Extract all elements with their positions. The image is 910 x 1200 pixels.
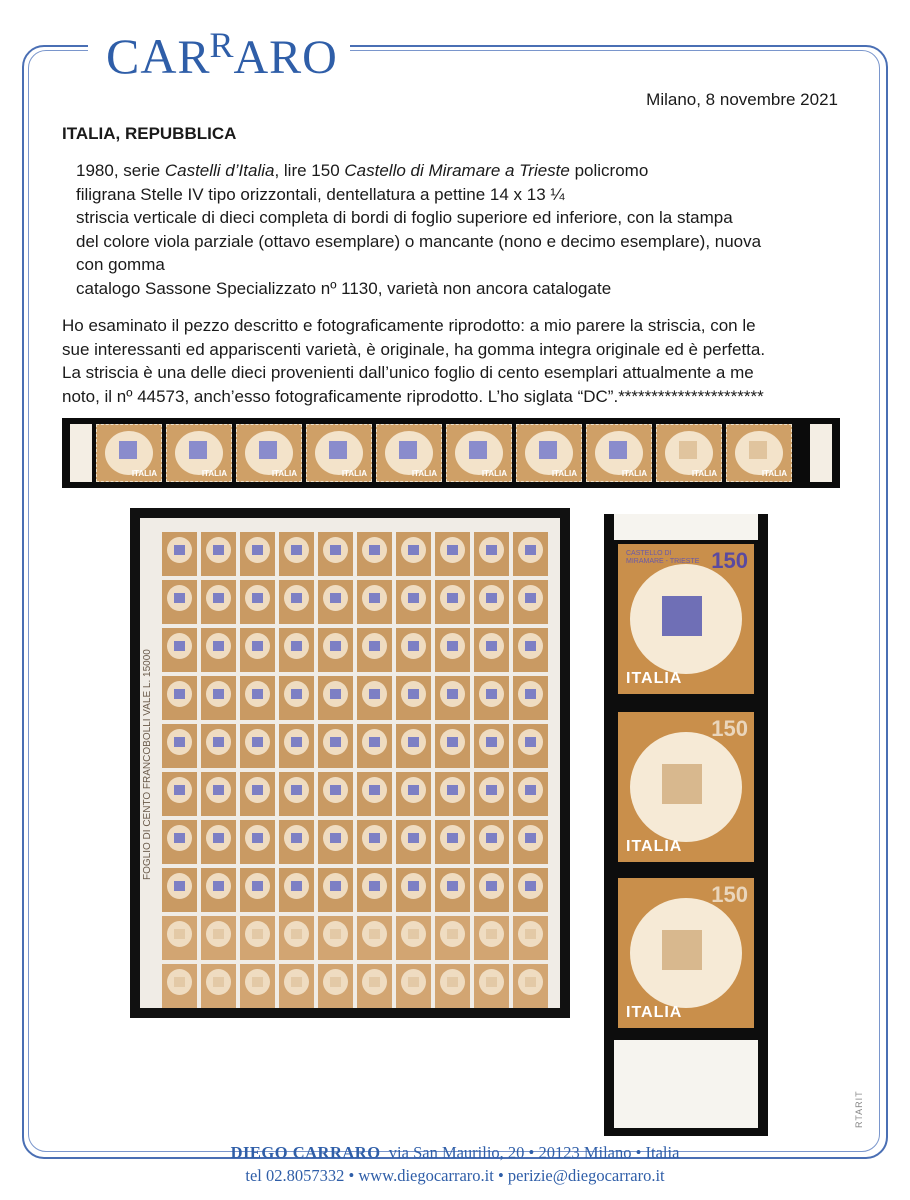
castle-image [291,737,302,747]
closeup-stamp-missing-violet-1 [618,712,754,862]
castle-image [330,785,341,795]
sheet-stamp [357,868,392,912]
description-line-3: striscia verticale di dieci completa di bordi di foglio superiore ed inferiore, con la stampa [76,208,733,227]
castle-image [408,641,419,651]
sheet-stamp [240,724,275,768]
castle-image [174,641,185,651]
sheet-stamp [279,916,314,960]
sheet-stamp [279,724,314,768]
castle-image [369,881,380,891]
castle-image [408,977,419,987]
sheet-stamp [240,772,275,816]
sheet-stamp [513,772,548,816]
castle-image [213,641,224,651]
opinion-line-2: sue interessanti ed appariscenti varietà, è originale, ha gomma integra originale ed è perfetta. [62,339,766,359]
sheet-stamp [162,724,197,768]
castle-image [408,833,419,843]
castle-image [330,881,341,891]
stamp-country: ITALIA [761,469,787,478]
castle-image [291,977,302,987]
castle-image [330,929,341,939]
castle-image [174,929,185,939]
closeup-stamp-missing-violet-2 [618,878,754,1028]
sheet-stamp [279,964,314,1008]
castle-image [252,977,263,987]
sheet-stamp [396,772,431,816]
castle-image [291,833,302,843]
stamp-value: 150 [711,716,748,741]
castle-image [119,441,137,459]
castle-image [252,929,263,939]
castle-image [486,833,497,843]
strip-top-margin [614,514,758,540]
castle-image [330,641,341,651]
stamp-country: ITALIA [271,469,297,478]
sheet-stamp [318,820,353,864]
sheet-stamp [435,724,470,768]
castle-image [486,641,497,651]
sheet-stamp [318,532,353,576]
castle-image [213,593,224,603]
sheet-stamp [318,676,353,720]
sheet-stamp [162,628,197,672]
castle-image [213,545,224,555]
sheet-stamp [357,724,392,768]
sheet-margin-inscription: FOGLIO DI CENTO FRANCOBOLLI VALE L. 15000 [142,649,153,880]
strip-stamp [166,424,232,482]
castle-image [252,881,263,891]
sheet-stamp [396,868,431,912]
sheet-stamp [435,772,470,816]
full-sheet-photo [130,508,570,1018]
castle-image [174,593,185,603]
sheet-stamp [318,724,353,768]
castle-image [447,641,458,651]
castle-image [252,545,263,555]
strip-bottom-margin [614,1040,758,1128]
castle-image [486,881,497,891]
stamp-country: ITALIA [626,1004,683,1021]
castle-image [369,833,380,843]
sheet-stamp [357,580,392,624]
sheet-stamp [474,820,509,864]
sheet-stamp [513,724,548,768]
sheet-stamp [513,532,548,576]
castle-image [447,833,458,843]
castle-image [486,593,497,603]
sheet-stamp [240,532,275,576]
sheet-stamp [201,676,236,720]
castle-image [408,929,419,939]
sheet-stamp [162,772,197,816]
sheet-stamp [357,964,392,1008]
description-line-6: catalogo Sassone Specializzato nº 1130, varietà non ancora catalogate [76,278,612,298]
castle-image [408,881,419,891]
castle-image [330,737,341,747]
certificate-date: Milano, 8 novembre 2021 [646,90,838,109]
stamp-value: 150 [711,548,748,573]
castle-image [213,977,224,987]
castle-image [213,737,224,747]
castle-image [329,441,347,459]
sheet-stamp [240,628,275,672]
castle-image [174,545,185,555]
stamp-country: ITALIA [621,469,647,478]
sheet-stamp [201,916,236,960]
castle-image [174,833,185,843]
castle-image [749,441,767,459]
castle-image [447,929,458,939]
expert-opinion [62,314,852,408]
castle-image [291,881,302,891]
castle-image [525,785,536,795]
stamp-country: ITALIA [341,469,367,478]
sheet-stamp [435,964,470,1008]
castle-image [330,689,341,699]
sheet-stamp [435,532,470,576]
sheet-stamp [162,916,197,960]
castle-image [408,545,419,555]
sheet-stamp [318,916,353,960]
sheet-stamp [201,580,236,624]
sheet-stamp [162,676,197,720]
castle-image [252,833,263,843]
sheet-stamp [435,628,470,672]
stamp-country: ITALIA [131,469,157,478]
sheet-stamp [474,772,509,816]
castle-image [174,737,185,747]
sheet-stamp [318,868,353,912]
description-line-1: 1980, serie Castelli d’Italia, lire 150 Castello di Miramare a Trieste policromo [76,161,649,180]
castle-image [330,545,341,555]
castle-image [408,737,419,747]
description-line-2: filigrana Stelle IV tipo orizzontali, dentellatura a pettine 14 x 13 ¼ [76,184,565,204]
sheet-stamp [474,676,509,720]
castle-image [291,785,302,795]
sheet-stamp [318,580,353,624]
sheet-stamp [357,676,392,720]
sheet-stamp [513,628,548,672]
strip-stamp [586,424,652,482]
sheet-stamp [513,916,548,960]
sheet-stamp [162,580,197,624]
castle-image [252,641,263,651]
castle-image [291,641,302,651]
sheet-stamp [240,676,275,720]
castle-image [369,545,380,555]
castle-image [213,833,224,843]
castle-image [525,641,536,651]
stamp-country: ITALIA [481,469,507,478]
castle-image [525,977,536,987]
castle-image [525,545,536,555]
castle-image [486,545,497,555]
sheet-stamp [279,580,314,624]
castle-image [252,737,263,747]
description-line-5: con gomma [76,255,165,274]
castle-image [662,596,702,636]
sheet-stamp [279,820,314,864]
castle-image [213,689,224,699]
strip-stamp [376,424,442,482]
castle-image [291,689,302,699]
sheet-stamp [162,964,197,1008]
sheet-stamp [435,916,470,960]
castle-image [369,689,380,699]
castle-image [189,441,207,459]
side-code: RTARIT [854,1090,864,1128]
castle-image [252,593,263,603]
sheet-stamp [357,628,392,672]
castle-image [447,545,458,555]
closeup-stamp-normal [618,544,754,694]
sheet-stamp [474,916,509,960]
sheet-stamp [435,580,470,624]
sheet-stamp [396,964,431,1008]
castle-image [174,977,185,987]
castle-image [525,881,536,891]
sheet-stamp [474,964,509,1008]
strip-right-margin [810,424,832,482]
castle-image [486,929,497,939]
castle-image [525,929,536,939]
castle-image [330,833,341,843]
sheet-stamp [279,676,314,720]
sheet-stamp-grid [162,532,548,1008]
castle-image [291,545,302,555]
sheet-stamp [201,628,236,672]
castle-image [369,929,380,939]
sheet-stamp [396,676,431,720]
castle-image [447,785,458,795]
opinion-line-4: noto, il nº 44573, anch’esso fotograficamente riprodotto. L’ho siglata “DC”.********************** [62,386,764,406]
sheet-stamp [396,916,431,960]
strip-stamp [96,424,162,482]
sheet-stamp [240,964,275,1008]
sheet-stamp [513,676,548,720]
sheet-stamp [513,964,548,1008]
stamp-country: ITALIA [201,469,227,478]
castle-image [408,593,419,603]
castle-image [539,441,557,459]
sheet-stamp [201,532,236,576]
castle-image [447,593,458,603]
castle-image [679,441,697,459]
castle-image [408,785,419,795]
sheet-stamp [396,820,431,864]
strip-stamp [516,424,582,482]
stamp-description [76,159,846,300]
sheet-paper [140,518,560,1008]
sheet-stamp [201,724,236,768]
strip-left-margin [70,424,92,482]
castle-image [213,929,224,939]
castle-image [662,930,702,970]
castle-image [174,881,185,891]
sheet-stamp [435,820,470,864]
castle-image [369,593,380,603]
castle-image [408,689,419,699]
stamp-country: ITALIA [626,838,683,855]
horizontal-strip-photo [62,418,840,488]
sheet-stamp [318,964,353,1008]
castle-image [369,641,380,651]
stamp-country: ITALIA [551,469,577,478]
sheet-stamp [357,772,392,816]
castle-image [469,441,487,459]
sheet-stamp [279,772,314,816]
castle-image [662,764,702,804]
castle-image [291,593,302,603]
stamp-country: ITALIA [411,469,437,478]
sheet-stamp [396,580,431,624]
castle-image [525,593,536,603]
sheet-stamp [435,868,470,912]
stamp-country: ITALIA [626,670,683,687]
strip-stamps [96,424,792,482]
sheet-stamp [357,532,392,576]
strip-stamp [656,424,722,482]
castle-image [525,689,536,699]
castle-image [174,689,185,699]
stamp-caption: CASTELLO DI MIRAMARE - TRIESTE [626,550,700,565]
sheet-stamp [513,820,548,864]
castle-image [447,737,458,747]
sheet-stamp [474,532,509,576]
sheet-stamp [474,868,509,912]
sheet-stamp [162,820,197,864]
castle-image [252,689,263,699]
sheet-stamp [357,916,392,960]
castle-image [213,785,224,795]
castle-image [259,441,277,459]
sheet-stamp [396,724,431,768]
sheet-stamp [279,532,314,576]
sheet-stamp [474,580,509,624]
castle-image [447,689,458,699]
sheet-stamp [240,868,275,912]
castle-image [525,833,536,843]
castle-image [609,441,627,459]
castle-image [330,977,341,987]
strip-stamp [306,424,372,482]
sheet-stamp [240,916,275,960]
sheet-stamp [435,676,470,720]
sheet-stamp [513,580,548,624]
strip-stamp [236,424,302,482]
opinion-line-3: La striscia è una delle dieci provenienti dall’unico foglio di cento esemplari attualmente a me [62,363,754,382]
description-line-4: del colore viola parziale (ottavo esemplare) o mancante (nono e decimo esemplare), nuova [76,231,762,251]
footer-address: DIEGO CARRARO via San Maurilio, 20 • 20123 Milano • Italia [230,1143,680,1162]
sheet-stamp [279,868,314,912]
castle-image [447,881,458,891]
sheet-stamp [396,628,431,672]
castle-image [369,785,380,795]
sheet-stamp [240,820,275,864]
certificate-heading: ITALIA, REPUBBLICA [62,124,237,143]
castle-image [174,785,185,795]
vertical-strip-closeup [604,514,768,1136]
sheet-stamp [474,628,509,672]
strip-stamp [726,424,792,482]
sheet-stamp [201,868,236,912]
castle-image [486,737,497,747]
sheet-stamp [357,820,392,864]
castle-image [486,977,497,987]
sheet-stamp [513,868,548,912]
stamp-country: ITALIA [691,469,717,478]
castle-image [447,977,458,987]
strip-stamp [446,424,512,482]
stamp-value: 150 [711,882,748,907]
carraro-logo: $CAR^RARO$ [106,25,338,84]
castle-image [399,441,417,459]
sheet-stamp [318,772,353,816]
sheet-stamp [474,724,509,768]
sheet-stamp [240,580,275,624]
castle-image [486,785,497,795]
sheet-stamp [201,820,236,864]
castle-image [213,881,224,891]
sheet-stamp [201,964,236,1008]
castle-image [369,977,380,987]
opinion-line-1: Ho esaminato il pezzo descritto e fotograficamente riprodotto: a mio parere la striscia, con le [62,316,756,335]
sheet-stamp [396,532,431,576]
castle-image [330,593,341,603]
sheet-stamp [318,628,353,672]
sheet-stamp [162,532,197,576]
sheet-stamp [279,628,314,672]
sheet-stamp [162,868,197,912]
sheet-stamp [201,772,236,816]
castle-image [525,737,536,747]
castle-image [369,737,380,747]
castle-image [252,785,263,795]
footer-contacts: tel 02.8057332 • www.diegocarraro.it • perizie@diegocarraro.it [245,1166,665,1185]
castle-image [291,929,302,939]
castle-image [486,689,497,699]
